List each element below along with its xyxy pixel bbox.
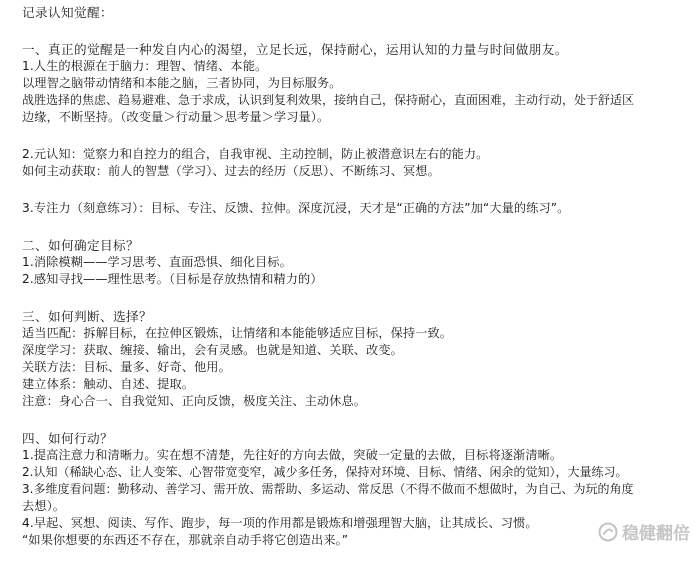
paragraph-line: 3.专注力（刻意练习）：目标、专注、反馈、拉伸。深度沉浸，天才是“正确的方法”加“大量的练习”。 <box>22 201 570 215</box>
paragraph-line: 1.提高注意力和清晰力。实在想不清楚，先往好的方向去做，突破一定量的去做，目标将逐渐清晰。 <box>22 448 563 462</box>
watermark <box>598 519 690 544</box>
section-heading: 四、如何行动？ <box>22 431 113 446</box>
section-1-block-3 <box>22 200 694 217</box>
paragraph-line: 注意：身心合一、自我觉知、正向反馈，极度关注、主动休息。 <box>22 394 367 408</box>
paragraph-line: 以理智之脑带动情绪和本能之脑，三者协同，为目标服务。 <box>22 76 342 90</box>
paragraph-line: 建立体系：触动、自述、提取。 <box>22 377 195 391</box>
paragraph-line: 1.消除模糊——学习思考、直面恐惧、细化目标。 <box>22 255 292 269</box>
section-3 <box>22 308 694 410</box>
section-1-block-2 <box>22 146 694 180</box>
document-title: 记录认知觉醒： <box>22 5 113 20</box>
paragraph-line: “如果你想要的东西还不存在，那就亲自动手将它创造出来。” <box>22 533 349 547</box>
paragraph-line: 3.多维度看问题：勤移动、善学习、需开放、需帮助、多运动、常反思（不得不做而不想做时，为自己、为玩的角度 <box>22 482 634 496</box>
paragraph-line: 2.认知（稀缺心态、让人变笨、心智带宽变窄，减少多任务，保持对环境、目标、情绪、闲余的觉知），大量练习。 <box>22 465 628 479</box>
paragraph-line: 2.元认知：觉察力和自控力的组合，自我审视、主动控制，防止被潜意识左右的能力。 <box>22 147 489 161</box>
paragraph-line: 2.感知寻找——理性思考。（目标是存放热情和精力的） <box>22 272 323 286</box>
paragraph-line: 4.早起、冥想、阅读、写作、跑步，每一项的作用都是锻炼和增强理智大脑，让其成长、习惯。 <box>22 516 538 530</box>
watermark-text: 稳健翻倍 <box>622 524 690 544</box>
snowball-logo-icon <box>598 522 618 542</box>
section-2 <box>22 237 694 288</box>
document-body <box>22 4 694 549</box>
section-heading: 一、真正的觉醒是一种发自内心的渴望，立足长远，保持耐心，运用认知的力量与时间做朋友。 <box>22 42 568 57</box>
paragraph-line: 如何主动获取：前人的智慧（学习）、过去的经历（反思）、不断练习、冥想。 <box>22 164 440 178</box>
paragraph-line: 边缘，不断坚持。（改变量＞行动量＞思考量＞学习量）。 <box>22 110 330 124</box>
paragraph-line: 战胜选择的焦虑、趋易避难、急于求成，认识到复利效果，接纳自己，保持耐心，直面困难，主动行动，处于舒适区 <box>22 93 635 107</box>
paragraph-line: 去想）。 <box>22 499 66 513</box>
section-1 <box>22 41 694 217</box>
paragraph-line: 深度学习：获取、缠接、输出，会有灵感。也就是知道、关联、改变。 <box>22 343 403 357</box>
section-heading: 三、如何判断、选择？ <box>22 309 152 324</box>
section-1-block-1 <box>22 58 694 126</box>
paragraph-line: 关联方法：目标、量多、好奇、他用。 <box>22 360 231 374</box>
paragraph-line: 适当匹配：拆解目标，在拉伸区锻炼，让情绪和本能能够适应目标，保持一致。 <box>22 326 453 340</box>
section-heading: 二、如何确定目标？ <box>22 238 139 253</box>
paragraph-line: 1.人生的根源在于脑力：理智、情绪、本能。 <box>22 59 268 73</box>
section-4 <box>22 430 694 549</box>
